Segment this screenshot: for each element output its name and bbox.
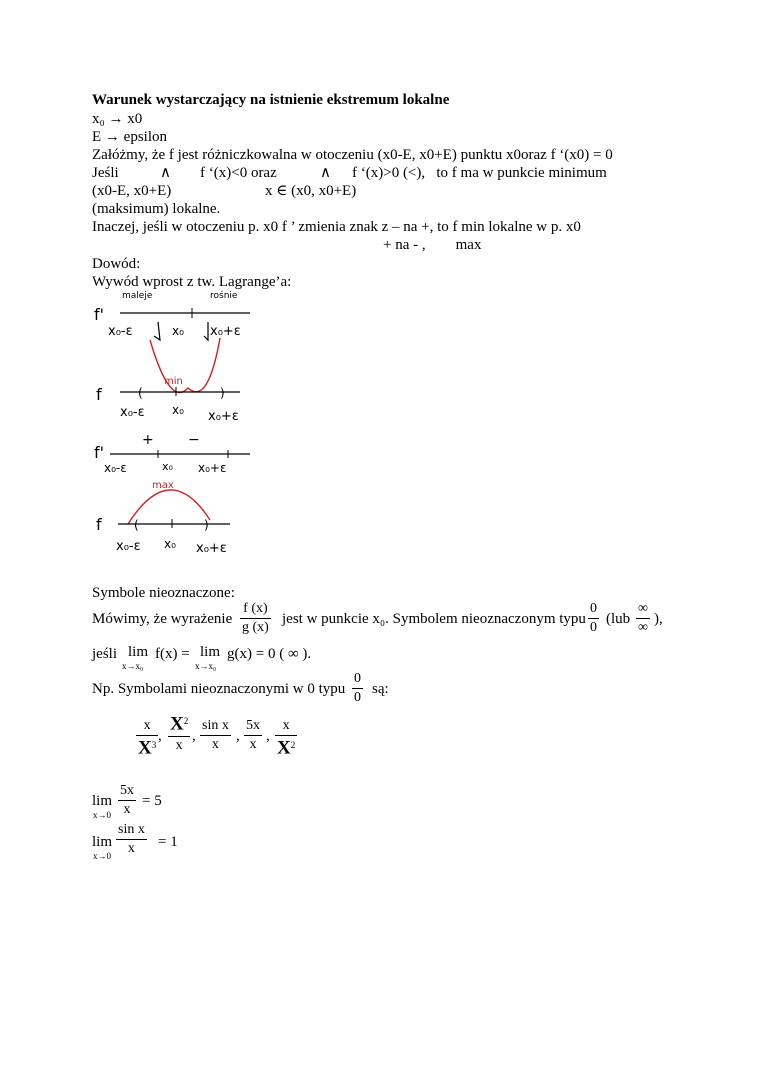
min-curve (150, 338, 220, 393)
sign-minus: − (188, 432, 200, 448)
svg-text:(: ( (134, 518, 139, 532)
lim-2: lim (200, 644, 221, 660)
example-x-over-x2: x $X^2$ (277, 718, 296, 759)
lim-5x-sub: x→0 (93, 810, 111, 820)
example-sinx-over-x: sin x x (202, 718, 229, 752)
line-x0: x₀ → x0 (92, 111, 143, 127)
line-otherwise: Inaczej, jeśli w otoczeniu p. x0 f ’ zmienia znak z – na +, to f min lokalne w p. x0 (92, 219, 581, 235)
wedge-symbol-1: ∧ (160, 165, 171, 181)
label-x0-plus-e-3: x₀+ε (198, 461, 227, 475)
section-heading: Symbole nieoznaczone: (92, 585, 235, 601)
sep-2: , (192, 728, 196, 744)
label-x0-minus-e-3: x₀-ε (104, 461, 127, 475)
fraction-5x-over-x: 5x x (120, 783, 134, 817)
line-maximum: (maksimum) lokalne. (92, 201, 221, 217)
sentence-1b: jest w punkcie x₀. Symbolem nieoznaczonym typu (282, 611, 586, 627)
label-x0-4: x₀ (164, 537, 176, 551)
page-title: Warunek wystarczający na istnienie ekstremum lokalne (92, 92, 450, 108)
svg-text:): ) (204, 518, 209, 532)
line-interval: (x0-E, x0+E) (92, 183, 172, 199)
fx-equals: f(x) = (155, 646, 190, 662)
label-rosnie: rośnie (210, 291, 238, 301)
sentence-1a: Mówimy, że wyrażenie (92, 611, 233, 627)
example-5x-over-x: 5x x (246, 718, 260, 752)
label-x0-1: x₀ (172, 324, 184, 338)
label-x0-plus-e-1: x₀+ε (210, 324, 241, 339)
label-x0-plus-e-2: x₀+ε (208, 409, 239, 424)
label-x0-plus-e-4: x₀+ε (196, 541, 227, 556)
line-lagrange: Wywód wprost z tw. Lagrange’a: (92, 274, 292, 290)
jesli-label: jeśli (92, 646, 117, 662)
label-x0-minus-e-4: x₀-ε (116, 539, 141, 554)
label-f-1: f (96, 385, 102, 404)
paren-close: ), (654, 611, 663, 627)
label-maleje: maleje (122, 291, 153, 301)
fraction-f-over-g: f (x) g (x) (242, 601, 269, 635)
hand-sketch (80, 288, 280, 560)
lim-sinx: lim (92, 834, 113, 850)
max-curve (128, 490, 210, 524)
lim-5x: lim (92, 793, 113, 809)
lim-5x-result: = 5 (142, 793, 162, 809)
label-x0-minus-e-2: x₀-ε (120, 405, 145, 420)
line-if-label: Jeśli (92, 165, 119, 181)
label-f-prime-2: f' (94, 443, 105, 462)
sentence-np: Np. Symbolami nieoznaczonymi w 0 typu (92, 681, 346, 697)
sep-4: , (266, 728, 270, 744)
lim-1: lim (128, 644, 149, 660)
fraction-inf-inf: ∞ ∞ (638, 601, 648, 635)
line-assumption: Załóżmy, że f jest różniczkowalna w otoczeniu (x0-E, x0+E) punktu x0oraz f ‘(x0) = 0 (92, 147, 613, 163)
label-f-prime-1: f' (94, 305, 105, 324)
svg-text:(: ( (138, 386, 143, 400)
fraction-sinx-over-x: sin x x (118, 822, 145, 856)
sep-1: , (158, 728, 162, 744)
fraction-zero-zero-2: 0 0 (354, 671, 361, 705)
wedge-symbol-2: ∧ (320, 165, 331, 181)
lim-sub-2: x→x₀ (195, 661, 217, 671)
label-x0-2: x₀ (172, 403, 184, 417)
line-x-in: x ∈ (x0, x0+E) (265, 183, 357, 199)
sign-plus: + (142, 432, 154, 448)
example-x2-over-x: $X^2$ x (170, 713, 189, 753)
label-max: max (152, 480, 174, 491)
example-x-over-x3: x $X^3$ (138, 718, 157, 759)
label-x0-minus-e-1: x₀-ε (108, 324, 133, 339)
line-f-prime-pos: f ‘(x)>0 (<), to f ma w punkcie minimum (352, 165, 607, 181)
sa-label: są: (372, 681, 389, 697)
label-f-2: f (96, 515, 102, 534)
line-f-prime-neg: f ‘(x)<0 oraz (200, 165, 277, 181)
svg-text:): ) (220, 386, 225, 400)
line-proof: Dowód: (92, 256, 141, 272)
gx-equals: g(x) = 0 ( ∞ ). (227, 646, 312, 662)
lim-sub-1: x→x₀ (122, 661, 144, 671)
label-x0-3: x₀ (162, 460, 173, 473)
line-max-case: + na - , max (383, 237, 482, 253)
lub-open: (lub (606, 611, 631, 627)
lim-sinx-result: = 1 (158, 834, 178, 850)
lim-sinx-sub: x→0 (93, 851, 111, 861)
label-min: min (164, 376, 183, 387)
fraction-zero-zero: 0 0 (590, 601, 597, 635)
line-epsilon: E → epsilon (92, 129, 167, 145)
sep-3: , (236, 728, 240, 744)
